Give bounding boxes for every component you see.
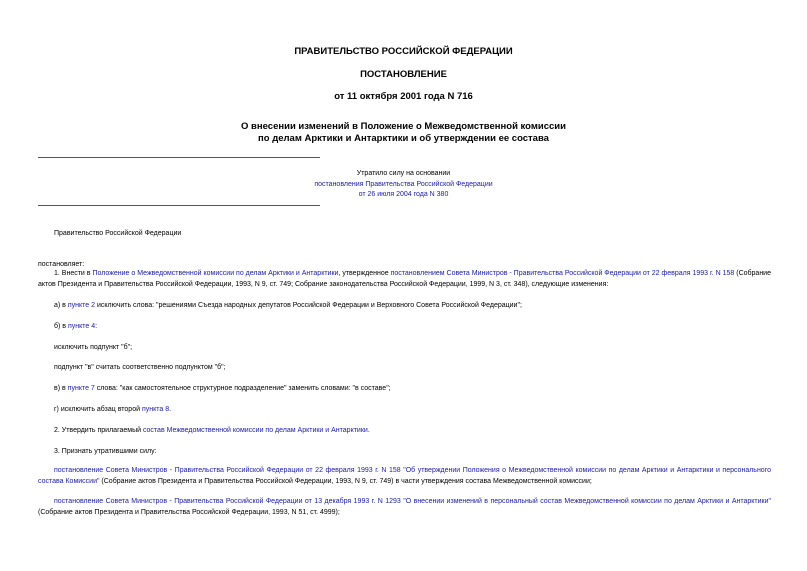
item-g: г) исключить абзац второй пункта 8. xyxy=(54,406,172,413)
status-note-link-line-1[interactable] xyxy=(0,180,807,190)
status-note-link-line-2[interactable] xyxy=(0,190,807,200)
resolves-text: постановляет: xyxy=(38,261,85,268)
divider-bottom xyxy=(38,205,320,206)
regulation-link[interactable]: Положение о Межведомственной комиссии по делам Арктики и Антарктики xyxy=(92,270,339,277)
commission-composition-link[interactable]: состав Межведомственной комиссии по делам Арктики и Антарктики xyxy=(142,427,368,434)
doc-type-heading: ПОСТАНОВЛЕНИЕ xyxy=(360,69,447,80)
decree-158-repeal-link[interactable]: постановление Совета Министров - Правительства Российской Федерации от 22 февраля 1993 г. N 158 "Об утверждении Положения о Межведомственной комиссии по делам Арктики и Антарктики и персонального состава Комиссии" xyxy=(38,467,771,485)
divider-top xyxy=(38,157,320,158)
org-heading: ПРАВИТЕЛЬСТВО РОССИЙСКОЙ ФЕДЕРАЦИИ xyxy=(294,46,513,57)
doc-title-line-2: по делам Арктики и Антарктики и об утверждении ее состава xyxy=(258,133,549,144)
doc-title-line-1: О внесении изменений в Положение о Межведомственной комиссии xyxy=(241,121,566,132)
paragraph-1: 1. Внести в Положение о Межведомственной комиссии по делам Арктики и Антарктики, утвержденное постановлением Совета Министров - Правительства Российской Федерации от 22 февраля 1993 г. N 158 (Собрание актов Президента и Правительства Российской Федерации, 1993, N 9, ст. 749; Собрание законодательства Российской Федерации, 1999, N 3, ст. 348), следующие изменения: xyxy=(38,270,771,288)
paragraph-2: 2. Утвердить прилагаемый состав Межведомственной комиссии по делам Арктики и Антарктики. xyxy=(54,427,370,434)
clause-2-link[interactable]: пункте 2 xyxy=(67,302,95,309)
issuer-text: Правительство Российской Федерации xyxy=(54,230,182,237)
clause-8-link[interactable]: пункта 8 xyxy=(141,406,170,413)
date-number-heading: от 11 октября 2001 года N 716 xyxy=(334,91,473,102)
clause-7-link[interactable]: пункте 7 xyxy=(67,385,95,392)
repeal-decree-date-link[interactable]: от 26 июля 2004 года N 380 xyxy=(358,191,449,198)
paragraph-3: 3. Признать утратившими силу: xyxy=(54,448,157,455)
item-b-sub-2: подпункт "в" считать соответственно подпунктом "б"; xyxy=(54,364,226,371)
repeal-decree-link[interactable]: постановления Правительства Российской Федерации xyxy=(314,181,493,188)
decree-1293-link[interactable]: постановление Совета Министров - Правительства Российской Федерации от 13 декабря 1993 г. N 1293 "О внесении изменений в персональный состав Межведомственной комиссии по делам Арктики и Антарктики" xyxy=(54,498,771,505)
item-v: в) в пункте 7 слова: "как самостоятельное структурное подразделение" заменить словами: "в составе"; xyxy=(54,385,391,392)
status-note-text: Утратило силу на основании xyxy=(356,170,451,177)
item-a: а) в пункте 2 исключить слова: "решениями Съезда народных депутатов Российской Федерации и Верховного Совета Российской Федерации"; xyxy=(54,302,522,309)
decree-158-link[interactable]: постановлением Совета Министров - Правительства Российской Федерации от 22 февраля 1993 г. N 158 xyxy=(390,270,735,277)
item-b-sub-1: исключить подпункт "б"; xyxy=(54,344,133,351)
clause-4-link[interactable]: пункте 4 xyxy=(67,323,96,330)
item-b: б) в пункте 4: xyxy=(54,323,98,330)
paragraph-3b: постановление Совета Министров - Правительства Российской Федерации от 13 декабря 1993 г. N 1293 "О внесении изменений в персональный состав Межведомственной комиссии по делам Арктики и Антарктики" (Собрание актов Президента и Правительства Российской Федерации, 1993, N 51, ст. 4999); xyxy=(38,498,771,516)
paragraph-3a: постановление Совета Министров - Правительства Российской Федерации от 22 февраля 1993 г. N 158 "Об утверждении Положения о Межведомственной комиссии по делам Арктики и Антарктики и персонального состава Комиссии" (Собрание актов Президента и Правительства Российской Федерации, 1993, N 9, ст. 749) в части утверждения состава Межведомственной комиссии; xyxy=(38,467,771,485)
